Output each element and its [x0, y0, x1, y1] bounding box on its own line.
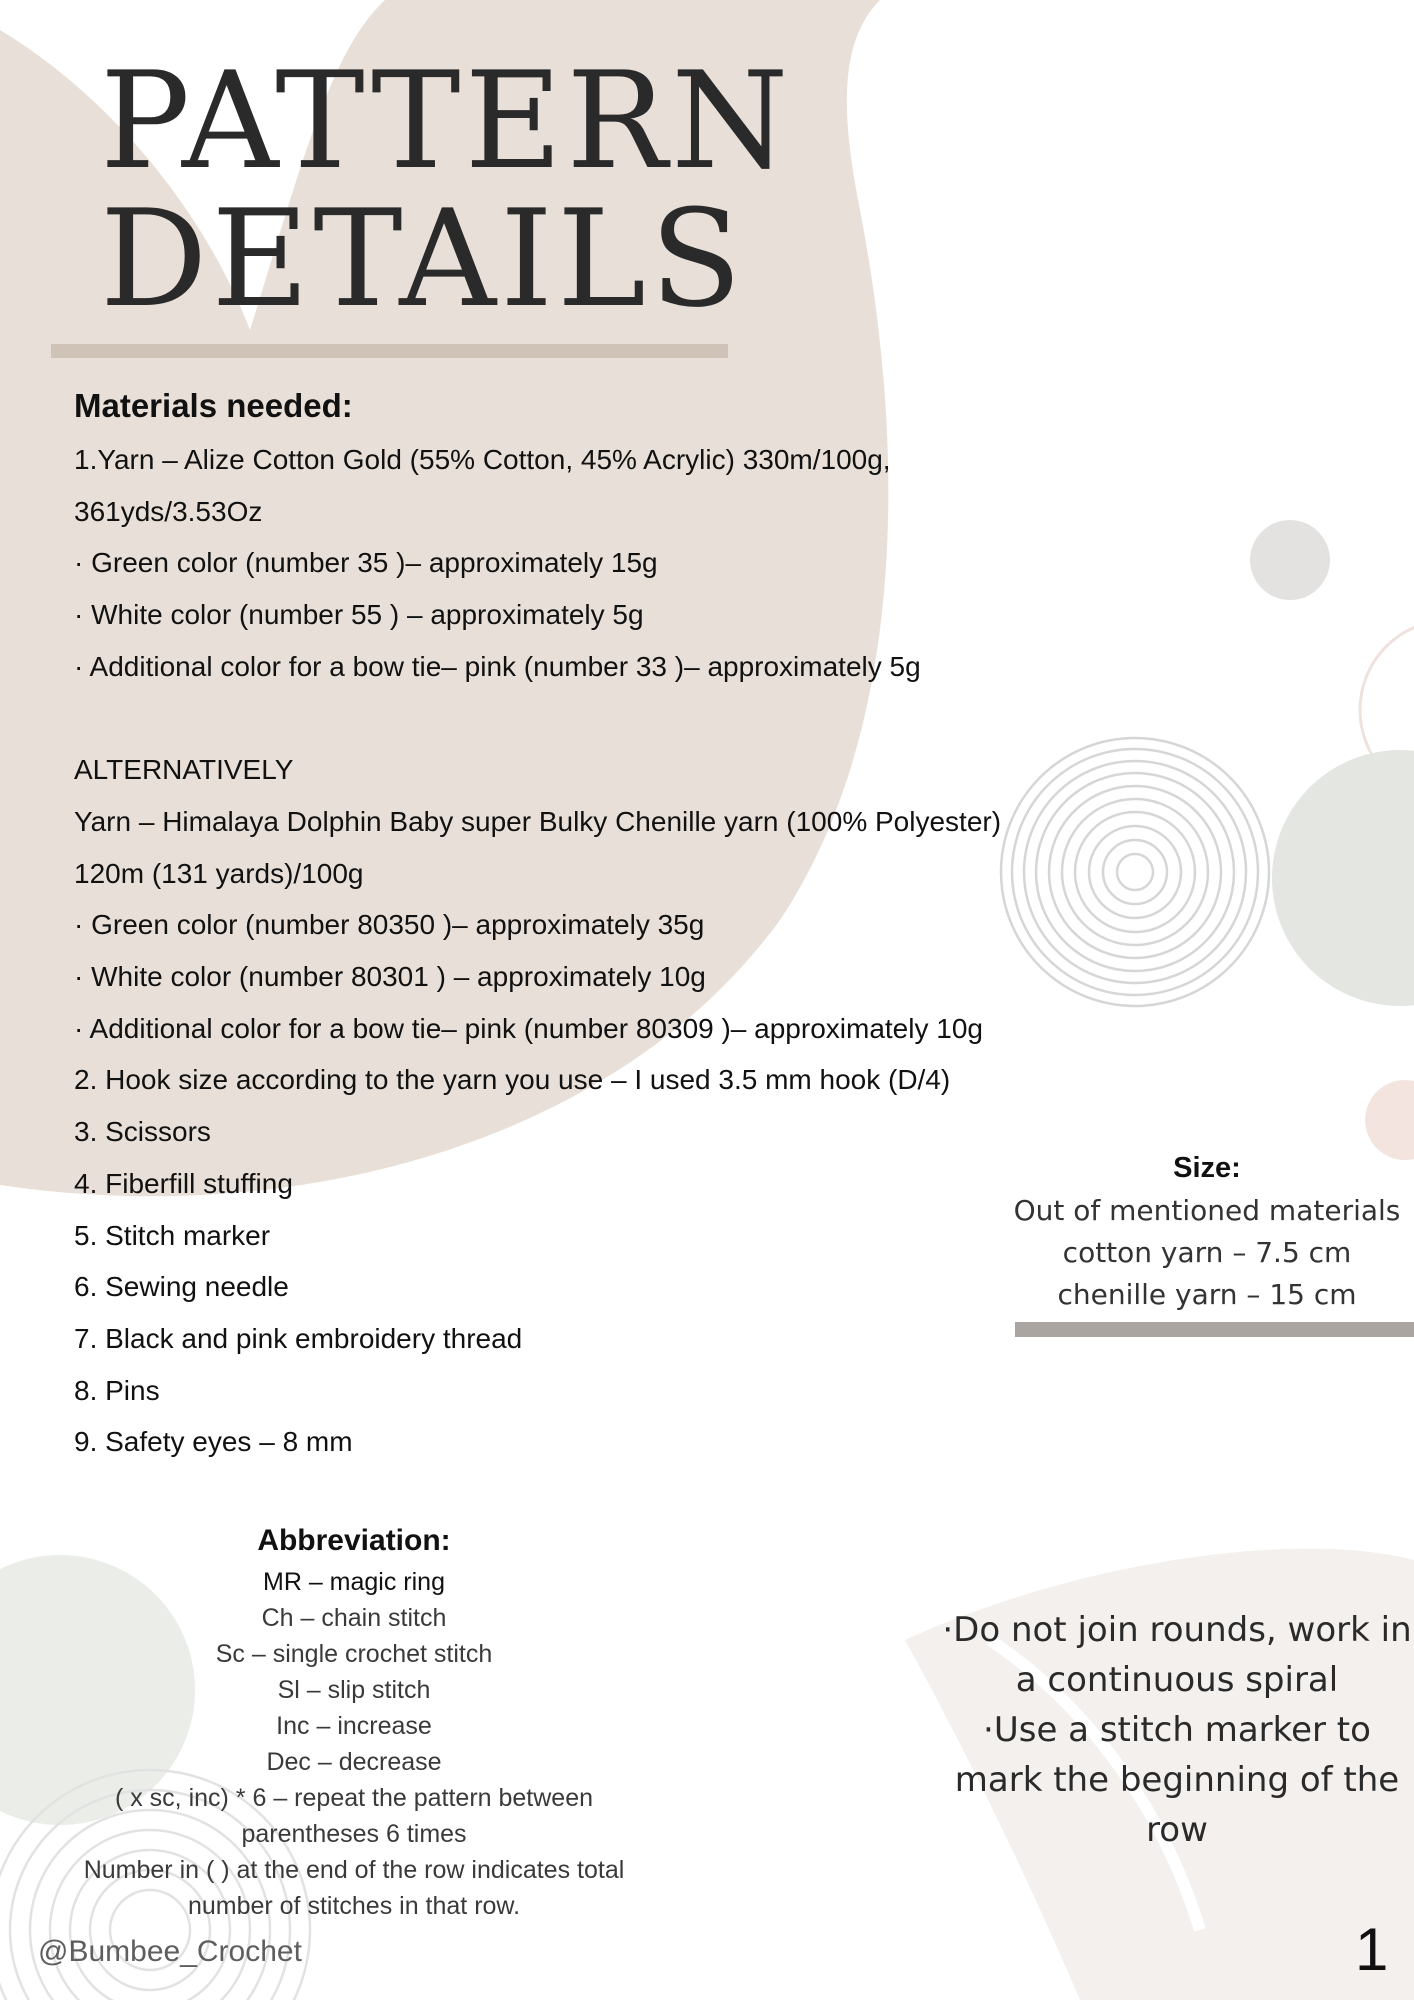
title-divider	[51, 344, 728, 358]
note-line: row	[1146, 1810, 1208, 1850]
list-item: 8. Pins	[74, 1374, 160, 1406]
list-item: 4. Fiberfill stuffing	[74, 1167, 293, 1199]
note-line: ·Use a stitch marker to	[983, 1710, 1371, 1750]
social-handle: @Bumbee_Crochet	[38, 1935, 302, 1968]
size-line: Out of mentioned materials	[1013, 1194, 1401, 1227]
list-item: Ch – chain stitch	[261, 1604, 447, 1632]
list-item: · White color (number 55 ) – approximately 5g	[74, 599, 644, 631]
list-item: 120m (131 yards)/100g	[74, 857, 364, 889]
list-item: Yarn – Himalaya Dolphin Baby super Bulky Chenille yarn (100% Polyester)	[74, 805, 1002, 837]
grey-dot	[1250, 520, 1330, 600]
list-item: 5. Stitch marker	[74, 1219, 271, 1251]
list-item: · Additional color for a bow tie– pink (number 33 )– approximately 5g	[74, 650, 921, 682]
title-line-1: PATTERN	[100, 43, 793, 199]
list-item: 1.Yarn – Alize Cotton Gold (55% Cotton, 45% Acrylic) 330m/100g,	[74, 444, 891, 475]
list-item: 9. Safety eyes – 8 mm	[74, 1426, 353, 1458]
list-item: · Green color (number 35 )– approximately 15g	[74, 547, 658, 579]
sage-circle	[1272, 750, 1414, 1006]
list-item: Sl – slip stitch	[277, 1676, 431, 1704]
abbreviation-heading: Abbreviation:	[257, 1524, 451, 1557]
list-item	[74, 693, 1094, 745]
list-item: 2. Hook size according to the yarn you use – I used 3.5 mm hook (D/4)	[74, 1064, 951, 1096]
list-item: 361yds/3.53Oz	[74, 495, 263, 527]
note-line: a continuous spiral	[1015, 1660, 1339, 1700]
abbreviation-section	[50, 1518, 658, 1924]
size-divider	[1015, 1322, 1414, 1337]
abbreviation-list	[50, 1564, 658, 1924]
list-item: Dec – decrease	[266, 1748, 442, 1776]
list-item: ALTERNATIVELY	[74, 754, 294, 786]
page-number: 1	[1355, 1916, 1389, 1983]
page-title	[100, 43, 793, 337]
list-item: number of stitches in that row.	[187, 1892, 521, 1920]
list-item: parentheses 6 times	[241, 1820, 467, 1848]
title-line-2: DETAILS	[100, 181, 746, 337]
list-item: MR – magic ring	[263, 1568, 445, 1596]
list-item: Inc – increase	[276, 1712, 432, 1740]
size-section	[1000, 1146, 1414, 1316]
materials-heading: Materials needed:	[74, 387, 353, 424]
materials-section	[74, 378, 1094, 1468]
list-item: Sc – single crochet stitch	[215, 1640, 493, 1668]
list-item: · Green color (number 80350 )– approximately 35g	[74, 909, 705, 941]
list-item: ( x sc, inc) * 6 – repeat the pattern between	[114, 1784, 594, 1812]
note-line: mark the beginning of the	[954, 1760, 1400, 1800]
notes-section	[935, 1605, 1414, 1855]
list-item: · White color (number 80301 ) – approximately 10g	[74, 961, 706, 993]
size-line: cotton yarn – 7.5 cm	[1062, 1236, 1352, 1269]
size-line: chenille yarn – 15 cm	[1057, 1278, 1357, 1311]
materials-list	[74, 434, 1094, 1468]
size-heading: Size:	[1173, 1152, 1241, 1184]
note-line: ·Do not join rounds, work in	[942, 1610, 1412, 1650]
list-item: 6. Sewing needle	[74, 1271, 289, 1303]
list-item: · Additional color for a bow tie– pink (number 80309 )– approximately 10g	[74, 1012, 983, 1044]
list-item: 3. Scissors	[74, 1116, 211, 1148]
list-item: Number in ( ) at the end of the row indicates total	[83, 1856, 625, 1884]
list-item: 7. Black and pink embroidery thread	[74, 1322, 523, 1354]
